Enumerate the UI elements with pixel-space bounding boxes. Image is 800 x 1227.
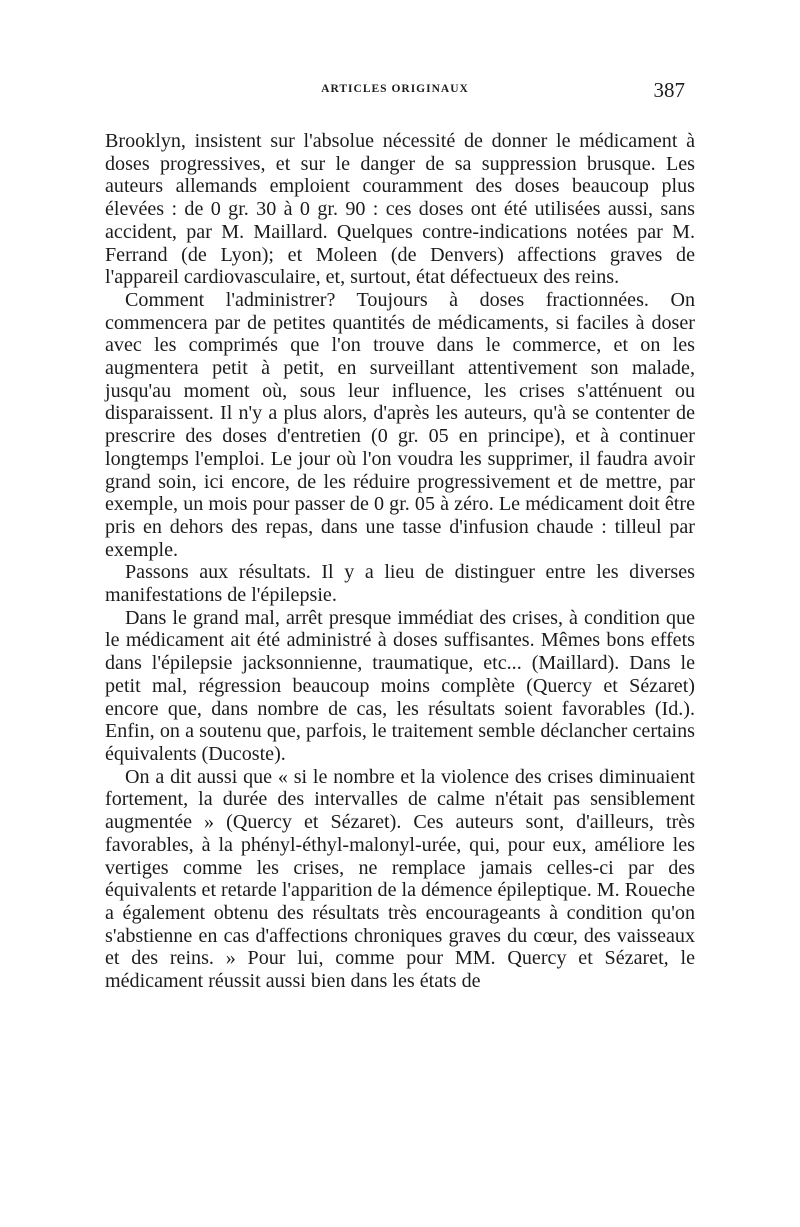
paragraph-2: Comment l'administrer? Toujours à doses fractionnées. On commencera par de petites quantités de médicaments, si faciles à doser avec les comprimés que l'on trouve dans le commerce, et on les augmentera petit à petit, en surveillant attentivement son malade, jusqu'au moment où, sous leur influence, les crises s'atténuent ou disparaissent. Il n'y a plus alors, d'après les auteurs, qu'à se contenter de prescrire des doses d'entretien (0 gr. 05 en principe), et à continuer longtemps l'emploi. Le jour où l'on voudra les supprimer, il faudra avoir grand soin, ici encore, de les réduire progressivement et de mettre, par exemple, un mois pour passer de 0 gr. 05 à zéro. Le médicament doit être pris en dehors des repas, dans une tasse d'infusion chaude : tilleul par exemple. (105, 288, 695, 561)
paragraph-1: Brooklyn, insistent sur l'absolue nécessité de donner le médicament à doses progressives, et sur le danger de sa suppression brusque. Les auteurs allemands emploient couramment des doses beaucoup plus élevées : de 0 gr. 30 à 0 gr. 90 : ces doses ont été utilisées aussi, sans accident, par M. Maillard. Quelques contre-indications notées par M. Ferrand (de Lyon); et Moleen (de Denvers) affections graves de l'appareil cardiovasculaire, et, surtout, état défectueux des reins. (105, 130, 695, 289)
paragraph-3: Passons aux résultats. Il y a lieu de distinguer entre les diverses manifestations de l'épilepsie. (105, 561, 695, 607)
running-header (105, 80, 685, 104)
running-title: ARTICLES ORIGINAUX (321, 83, 469, 95)
body-text (105, 130, 695, 993)
paragraph-4: Dans le grand mal, arrêt presque immédiat des crises, à condition que le médicament ait été administré à doses suffisantes. Mêmes bons effets dans l'épilepsie jacksonnienne, traumatique, etc... (Maillard). Dans le petit mal, régression beaucoup moins complète (Quercy et Sézaret) encore que, dans nombre de cas, les résultats soient favorables (Id.). Enfin, on a soutenu que, parfois, le traitement semble déclancher certains équivalents (Ducoste). (105, 606, 695, 765)
paragraph-5: On a dit aussi que « si le nombre et la violence des crises diminuaient fortement, la durée des intervalles de calme n'était pas sensiblement augmentée » (Quercy et Sézaret). Ces auteurs sont, d'ailleurs, très favorables, à la phényl-éthyl-malonyl-urée, qui, pour eux, améliore les vertiges comme les crises, ne remplace jamais celles-ci par des équivalents et retarde l'apparition de la démence épileptique. M. Roueche a également obtenu des résultats très encourageants à condition qu'on s'abstienne en cas d'affections chroniques graves du cœur, des vaisseaux et des reins. » Pour lui, comme pour MM. Quercy et Sézaret, le médicament réussit aussi bien dans les états de (105, 765, 696, 993)
page-number: 387 (653, 78, 685, 102)
